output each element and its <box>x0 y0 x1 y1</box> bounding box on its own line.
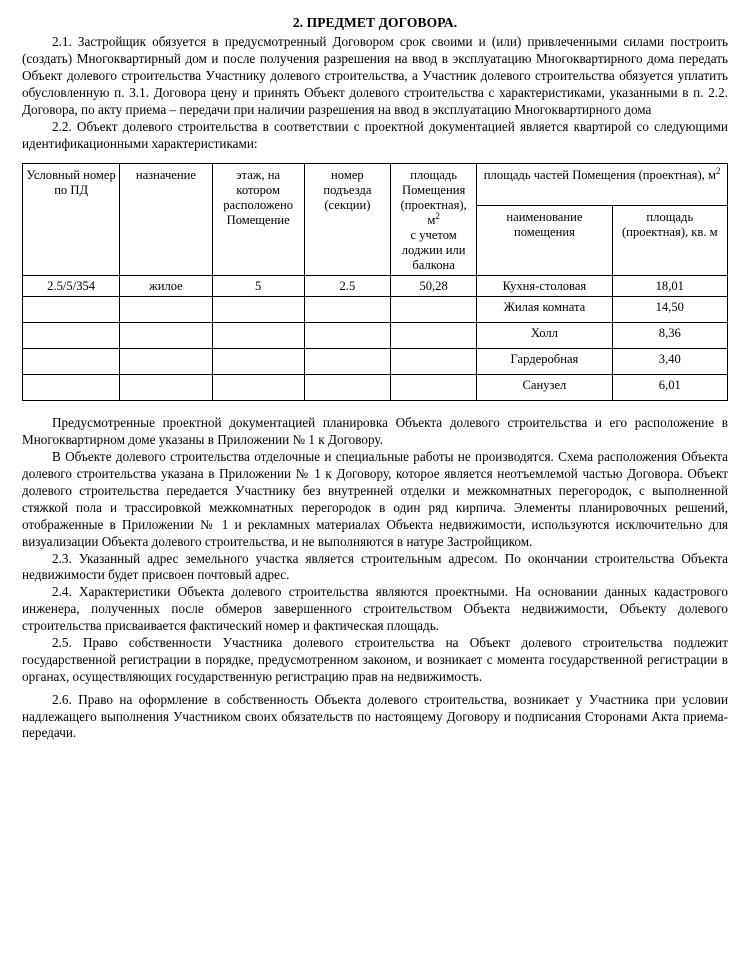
cell-empty <box>304 349 390 375</box>
cell-purpose: жилое <box>120 276 212 297</box>
header-purpose: назначение <box>120 163 212 276</box>
paragraph-2-2: 2.2. Объект долевого строительства в соответствии с проектной документацией является квартирой со следующими идентификационными характеристиками: <box>22 118 728 151</box>
header-conditional-number: Условный номер по ПД <box>23 163 120 276</box>
cell-empty <box>212 349 304 375</box>
cell-empty <box>304 375 390 401</box>
header-area-sup: 2 <box>435 210 440 221</box>
cell-empty <box>23 323 120 349</box>
cell-part-name: Кухня-столовая <box>477 276 612 297</box>
paragraph-2-1: 2.1. Застройщик обязуется в предусмотренный Договором срок своими и (или) привлеченными силами построить (создать) Многоквартирный дом и после получения разрешения на ввод в эксплуатацию Многоквартирного дома передать Объект долевого строительства Участнику долевого строительства, а Участник долевого строительства обязуется уплатить обусловленную п. 3.1. Договора цену и принять Объект долевого строительства с характеристиками, указанными в п. 2.2. Договора, по акту приема – передачи при наличии разрешения на ввод в эксплуатацию Многоквартирного дома <box>22 34 728 117</box>
cell-part-area: 3,40 <box>612 349 727 375</box>
paragraph-2-6: 2.6. Право на оформление в собственность Объекта долевого строительства, возникает у Участника при условии надлежащего выполнения Участником своих обязательств по настоящему Договору и подписания Сторонами Акта приема-передачи. <box>22 691 728 741</box>
header-area-line1: площадь Помещения (проектная), м <box>400 167 467 227</box>
cell-empty <box>304 323 390 349</box>
header-floor: этаж, на котором расположено Помещение <box>212 163 304 276</box>
cell-conditional-number: 2.5/5/354 <box>23 276 120 297</box>
table-row <box>23 375 728 401</box>
cell-empty <box>23 375 120 401</box>
header-part-area: площадь (проектная), кв. м <box>612 205 727 276</box>
paragraph-layout-appendix: Предусмотренные проектной документацией планировка Объекта долевого строительства и его расположение в Многоквартирном доме указаны в Приложении № 1 к Договору. <box>22 415 728 448</box>
cell-empty <box>391 297 477 323</box>
paragraph-2-4: 2.4. Характеристики Объекта долевого строительства являются проектными. На основании данных кадастрового инженера, полученных после обмеров завершенного строительством Объекта недвижимости, Объекту долевого строительства присваивается фактический номер и фактическая площадь. <box>22 584 728 634</box>
cell-part-name: Холл <box>477 323 612 349</box>
cell-part-area: 14,50 <box>612 297 727 323</box>
page-title: 2. ПРЕДМЕТ ДОГОВОРА. <box>292 15 458 30</box>
cell-part-area: 8,36 <box>612 323 727 349</box>
table-row <box>23 349 728 375</box>
header-area <box>391 163 477 276</box>
cell-floor: 5 <box>212 276 304 297</box>
characteristics-table <box>22 163 728 402</box>
cell-empty <box>120 297 212 323</box>
header-parts-group <box>477 163 728 205</box>
cell-part-name: Санузел <box>477 375 612 401</box>
cell-empty <box>304 297 390 323</box>
table-row <box>23 297 728 323</box>
cell-empty <box>120 323 212 349</box>
cell-part-area: 6,01 <box>612 375 727 401</box>
cell-part-name: Жилая комната <box>477 297 612 323</box>
header-entrance: номер подъезда (секции) <box>304 163 390 276</box>
cell-part-name: Гардеробная <box>477 349 612 375</box>
paragraph-2-3: 2.3. Указанный адрес земельного участка является строительным адресом. По окончании строительства Объекта недвижимости будет присвоен почтовый адрес. <box>22 550 728 583</box>
cell-empty <box>120 349 212 375</box>
header-parts-group-sup: 2 <box>715 165 721 176</box>
paragraph-finishing-works: В Объекте долевого строительства отделочные и специальные работы не производятся. Схема расположения Объекта долевого строительства указана в Приложении № 1 к Договору, которое является неотъемлемой частью Договора. Объект долевого строительства передается Участнику без внутренней отделки и межкомнатных перегородок, с выполненной стяжкой пола и трассировкой межкомнатных перегородок в один ряд кирпича. Элементы планировочных решений, отображенные в Приложении № 1 и рекламных материалах Объекта недвижимости, используются исключительно для визуализации Объекта долевого строительства, и не выполняются в натуре Застройщиком. <box>22 449 728 549</box>
table-header-row <box>23 163 728 205</box>
cell-empty <box>212 375 304 401</box>
paragraph-2-5: 2.5. Право собственности Участника долевого строительства на Объект долевого строительства подлежит государственной регистрации в порядке, предусмотренном законом, и возникает с момента государственной регистрации в органах, осуществляющих государственную регистрацию прав на недвижимость. <box>22 634 728 684</box>
cell-entrance: 2.5 <box>304 276 390 297</box>
table-row <box>23 276 728 297</box>
cell-area: 50,28 <box>391 276 477 297</box>
cell-part-area: 18,01 <box>612 276 727 297</box>
header-area-line2: с учетом лоджии или балкона <box>401 227 466 273</box>
table-row <box>23 323 728 349</box>
cell-empty <box>23 297 120 323</box>
cell-empty <box>391 375 477 401</box>
header-parts-group-line1: площадь частей Помещения (проектная), м <box>483 167 716 182</box>
cell-empty <box>120 375 212 401</box>
cell-empty <box>212 297 304 323</box>
header-part-name: наименование помещения <box>477 205 612 276</box>
cell-empty <box>212 323 304 349</box>
cell-empty <box>23 349 120 375</box>
cell-empty <box>391 323 477 349</box>
cell-empty <box>391 349 477 375</box>
